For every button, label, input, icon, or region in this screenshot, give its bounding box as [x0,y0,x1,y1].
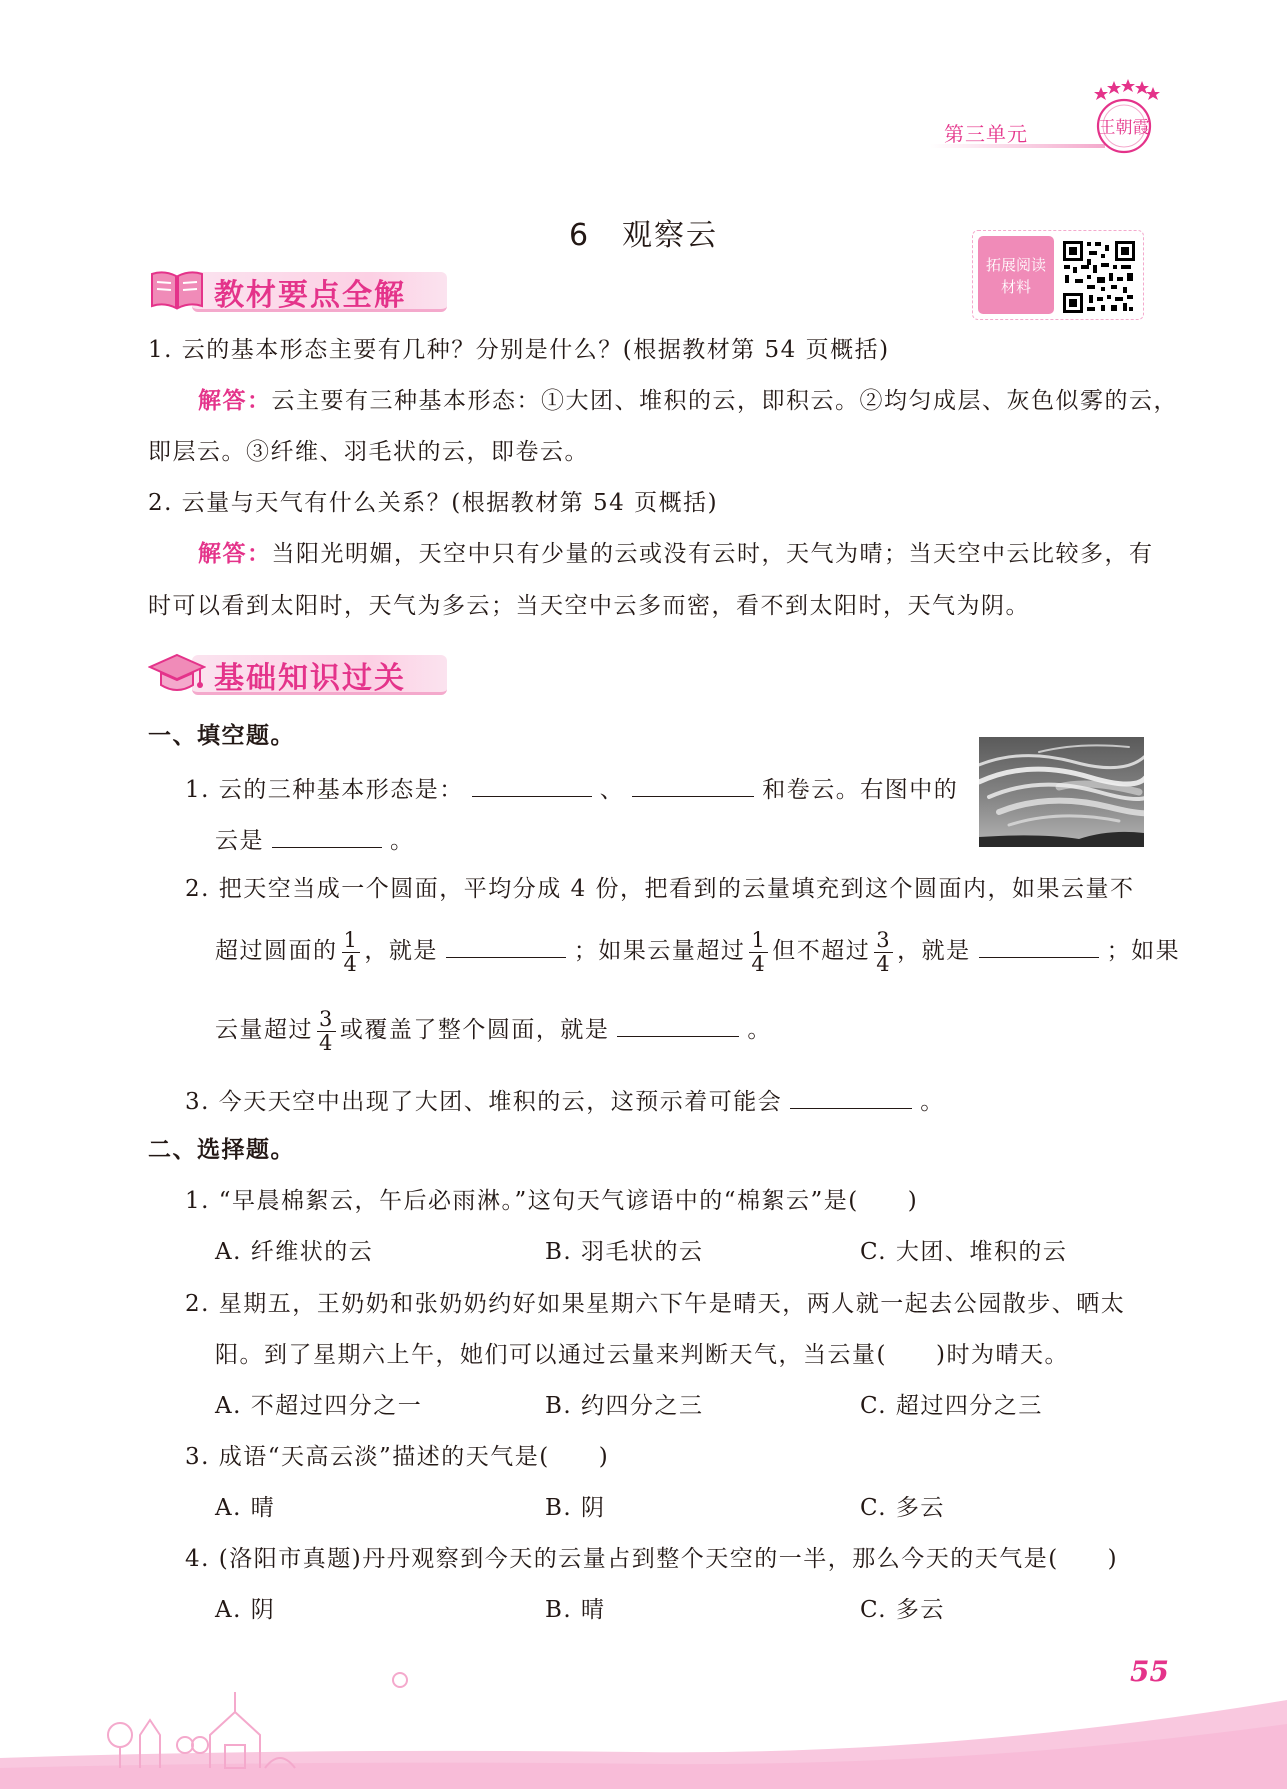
question-2: 2. 云量与天气有什么关系？(根据教材第 54 页概括) [148,490,719,516]
choice-question-4: 4. (洛阳市真题)丹丹观察到今天的云量占到整个天空的一半，那么今天的天气是( ) [185,1546,1119,1572]
choice-option[interactable]: B. 羽毛状的云 [545,1239,704,1265]
header-unit-bar [930,118,1110,148]
fill-question-1-line2: 云是 。 [215,822,415,857]
fill-question-2-line3: 云量超过 $\frac{3}{4}$ 或覆盖了整个圆面，就是 。 [215,1006,772,1055]
fraction-one-quarter: $\frac{1}{4}$ [751,927,767,976]
part-title-fill-in: 一、填空题。 [148,723,295,749]
choice-option[interactable]: C. 大团、堆积的云 [860,1239,1068,1265]
answer-1-line1: 解答：云主要有三种基本形态：①大团、堆积的云，即积云。②均匀成层、灰色似雾的云， [198,388,1178,414]
choice-option[interactable]: C. 多云 [860,1495,945,1521]
fraction-three-quarters: $\frac{3}{4}$ [319,1006,334,1055]
answer-blank[interactable] [446,932,566,958]
qr-label-line1: 拓展阅读 [985,256,1046,274]
page-title: 6 观察云 [568,218,719,253]
answer-blank[interactable] [632,771,754,797]
section-heading-key-points [148,262,453,320]
header-unit-label: 第三单元 [944,122,1028,146]
section-heading-label: 基础知识过关 [214,661,406,696]
answer-blank[interactable] [617,1011,739,1037]
choice-question-2-line2: 阳。到了星期六上午，她们可以通过云量来判断天气，当云量( )时为晴天。 [215,1342,1069,1368]
svg-text:王朝霞: 王朝霞 [1098,118,1150,138]
qr-block [972,230,1144,320]
footer-decoration [0,1640,1287,1789]
publisher-logo [1085,78,1163,156]
answer-label: 解答： [198,388,272,414]
qr-label-line2: 材料 [1000,278,1031,296]
fill-question-1-line1: 1. 云的三种基本形态是： 、 和卷云。右图中的 [185,771,958,806]
choice-option[interactable]: A. 晴 [215,1495,276,1521]
choice-option[interactable]: A. 不超过四分之一 [215,1393,423,1419]
book-icon [148,268,206,312]
answer-blank[interactable] [790,1083,912,1109]
section-heading-basics [148,645,453,703]
fill-question-3: 3. 今天天空中出现了大团、堆积的云，这预示着可能会 。 [185,1083,945,1118]
question-1: 1. 云的基本形态主要有几种？分别是什么？(根据教材第 54 页概括) [148,337,890,363]
answer-blank[interactable] [472,771,592,797]
choice-option[interactable]: C. 多云 [860,1597,945,1623]
answer-1-line2: 即层云。③纤维、羽毛状的云，即卷云。 [148,439,589,465]
fill-question-2-line2: 超过圆面的 $\frac{1}{4}$ ，就是 ；如果云量超过 $\frac{1}{4}$ 但不超过 $\frac{3}{4}$ ，就是 ；如果 [215,927,1181,976]
answer-blank[interactable] [272,822,382,848]
choice-option[interactable]: C. 超过四分之三 [860,1393,1043,1419]
page-number: 55 [1130,1655,1169,1688]
answer-2-line2: 时可以看到太阳时，天气为多云；当天空中云多而密，看不到太阳时，天气为阴。 [148,593,1030,619]
cirrus-cloud-photo [979,737,1144,847]
choice-question-2-line1: 2. 星期五，王奶奶和张奶奶约好如果星期六下午是晴天，两人就一起去公园散步、晒太 [185,1291,1126,1317]
answer-blank[interactable] [979,932,1099,958]
graduation-cap-icon [148,651,206,695]
answer-2-line1: 解答：当阳光明媚，天空中只有少量的云或没有云时，天气为晴；当天空中云比较多，有 [198,541,1154,567]
fill-question-2-line1: 2. 把天空当成一个圆面，平均分成 4 份，把看到的云量填充到这个圆面内，如果云量不 [185,876,1135,902]
choice-option[interactable]: B. 阴 [545,1495,606,1521]
qr-code-icon[interactable] [1061,239,1137,315]
choice-option[interactable]: A. 纤维状的云 [215,1239,374,1265]
part-title-choice: 二、选择题。 [148,1137,295,1163]
choice-option[interactable]: B. 约四分之三 [545,1393,704,1419]
choice-option[interactable]: B. 晴 [545,1597,606,1623]
fraction-one-quarter: $\frac{1}{4}$ [343,927,359,976]
choice-option[interactable]: A. 阴 [215,1597,276,1623]
fraction-three-quarters: $\frac{3}{4}$ [876,927,892,976]
qr-label-box [978,236,1054,314]
choice-question-3: 3. 成语“天高云淡”描述的天气是( ) [185,1444,610,1470]
section-heading-label: 教材要点全解 [214,278,406,313]
choice-question-1: 1. “早晨棉絮云，午后必雨淋。”这句天气谚语中的“棉絮云”是( ) [185,1188,919,1214]
answer-label: 解答： [198,541,272,567]
